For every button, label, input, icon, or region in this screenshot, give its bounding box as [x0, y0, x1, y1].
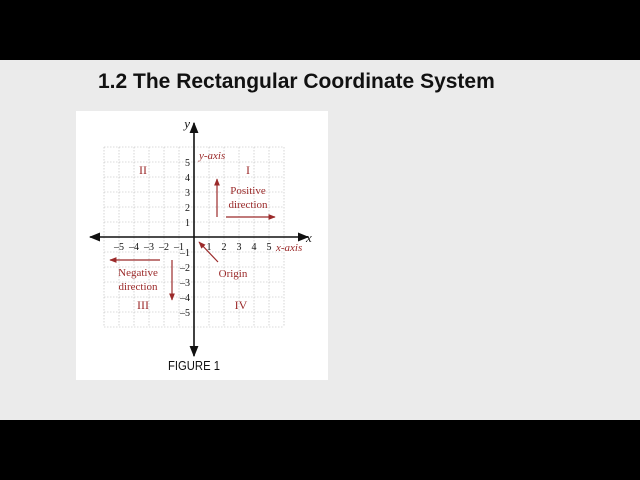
positive-direction-label-line1: Positive — [230, 185, 266, 197]
y-tick-label: 4 — [185, 173, 190, 184]
x-tick-label: 5 — [266, 242, 272, 253]
y-axis-name: y — [184, 116, 190, 131]
letterbox-bottom — [0, 420, 640, 480]
y-tick-label: 1 — [185, 218, 190, 229]
quadrant-label-4: IV — [234, 298, 248, 312]
x-tick-label: 3 — [236, 242, 242, 253]
x-tick-label: –5 — [114, 242, 124, 253]
x-axis-label: x-axis — [276, 242, 303, 254]
y-tick-labels — [179, 158, 190, 319]
x-tick-label: –3 — [144, 242, 154, 253]
slide — [0, 60, 640, 420]
y-tick-label: 5 — [185, 158, 190, 169]
quadrant-label-3: III — [137, 298, 149, 312]
x-tick-labels — [113, 242, 272, 253]
y-tick-label: –4 — [180, 293, 190, 304]
y-tick-label: –2 — [180, 263, 190, 274]
coordinate-plane — [76, 111, 328, 380]
quadrant-label-2: II — [139, 163, 147, 177]
quadrant-label-1: I — [246, 163, 250, 177]
y-tick-label: –1 — [180, 248, 190, 259]
y-tick-label: –5 — [180, 308, 190, 319]
x-tick-label: 2 — [221, 242, 227, 253]
x-tick-label: 4 — [251, 242, 257, 253]
y-tick-label: 2 — [185, 203, 190, 214]
x-axis-name: x — [306, 230, 312, 245]
y-tick-label: 3 — [185, 188, 190, 199]
figure-card — [76, 111, 328, 380]
y-axis-label: y-axis — [199, 150, 226, 162]
x-tick-label: –2 — [159, 242, 169, 253]
x-tick-label: 1 — [206, 242, 212, 253]
figure-caption: FIGURE 1 — [168, 358, 220, 373]
x-tick-label: –4 — [129, 242, 139, 253]
negative-direction-label-line1: Negative — [118, 267, 158, 279]
slide-title: 1.2 The Rectangular Coordinate System — [98, 70, 495, 93]
y-tick-label: –3 — [180, 278, 190, 289]
negative-direction-label-line2: direction — [118, 281, 158, 293]
positive-direction-label-line2: direction — [228, 199, 268, 211]
letterbox-top — [0, 0, 640, 60]
origin-label: Origin — [218, 268, 248, 280]
x-tick-label: –1 — [174, 242, 184, 253]
